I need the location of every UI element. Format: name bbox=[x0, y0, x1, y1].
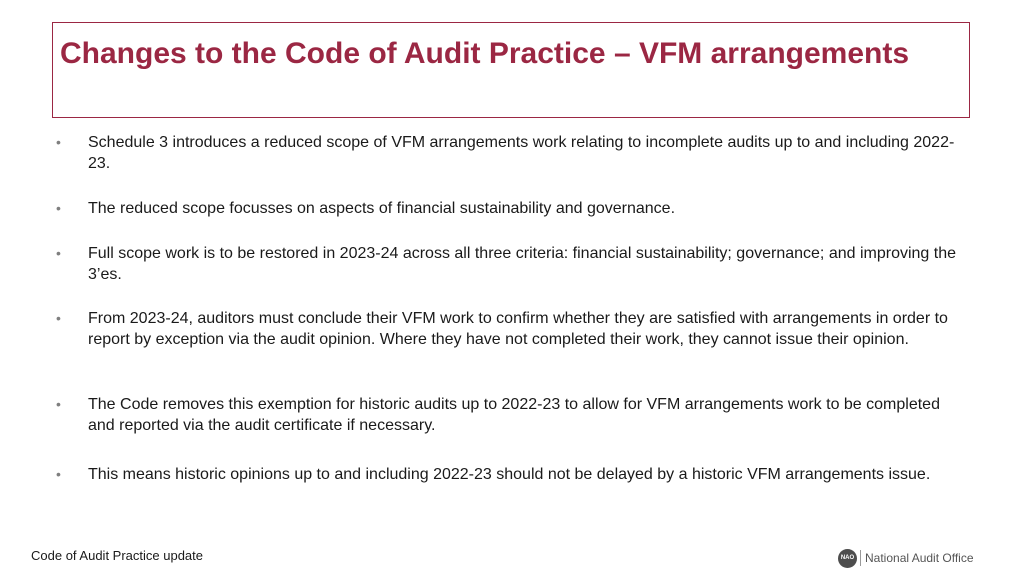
bullet-dot-icon: • bbox=[56, 134, 61, 150]
bullet-dot-icon: • bbox=[56, 466, 61, 482]
bullet-dot-icon: • bbox=[56, 245, 61, 261]
bullet-text: The Code removes this exemption for historic audits up to 2022-23 to allow for VFM arrangements work to be completed and reported via the audit certificate if necessary. bbox=[88, 396, 940, 434]
bullet-text: Full scope work is to be restored in 2023-24 across all three criteria: financial sustainability; governance; and improving the 3’es. bbox=[88, 245, 956, 283]
bullet-item bbox=[56, 394, 966, 436]
nao-logo bbox=[838, 548, 974, 568]
logo-divider bbox=[860, 550, 861, 566]
bullet-text: Schedule 3 introduces a reduced scope of VFM arrangements work relating to incomplete audits up to and including 2022-23. bbox=[88, 134, 955, 172]
slide-title: Changes to the Code of Audit Practice – VFM arrangements bbox=[60, 37, 910, 70]
bullet-item bbox=[56, 464, 966, 485]
bullet-dot-icon: • bbox=[56, 310, 61, 326]
logo-name: National Audit Office bbox=[865, 551, 974, 565]
bullet-item bbox=[56, 243, 966, 285]
bullet-item bbox=[56, 132, 966, 174]
bullet-item bbox=[56, 308, 966, 350]
footer-text: Code of Audit Practice update bbox=[31, 548, 204, 563]
bullet-text: From 2023-24, auditors must conclude their VFM work to confirm whether they are satisfied with arrangements in order to report by exception via the audit opinion. Where they have not completed their work, they cannot issue their opinion. bbox=[88, 310, 948, 348]
bullet-item bbox=[56, 198, 966, 219]
bullet-text: This means historic opinions up to and including 2022-23 should not be delayed by a historic VFM arrangements issue. bbox=[88, 466, 931, 483]
title-box bbox=[52, 22, 970, 118]
bullet-dot-icon: • bbox=[56, 396, 61, 412]
nao-seal-icon: NAO bbox=[838, 549, 857, 568]
bullet-dot-icon: • bbox=[56, 200, 61, 216]
bullet-text: The reduced scope focusses on aspects of financial sustainability and governance. bbox=[88, 200, 676, 217]
